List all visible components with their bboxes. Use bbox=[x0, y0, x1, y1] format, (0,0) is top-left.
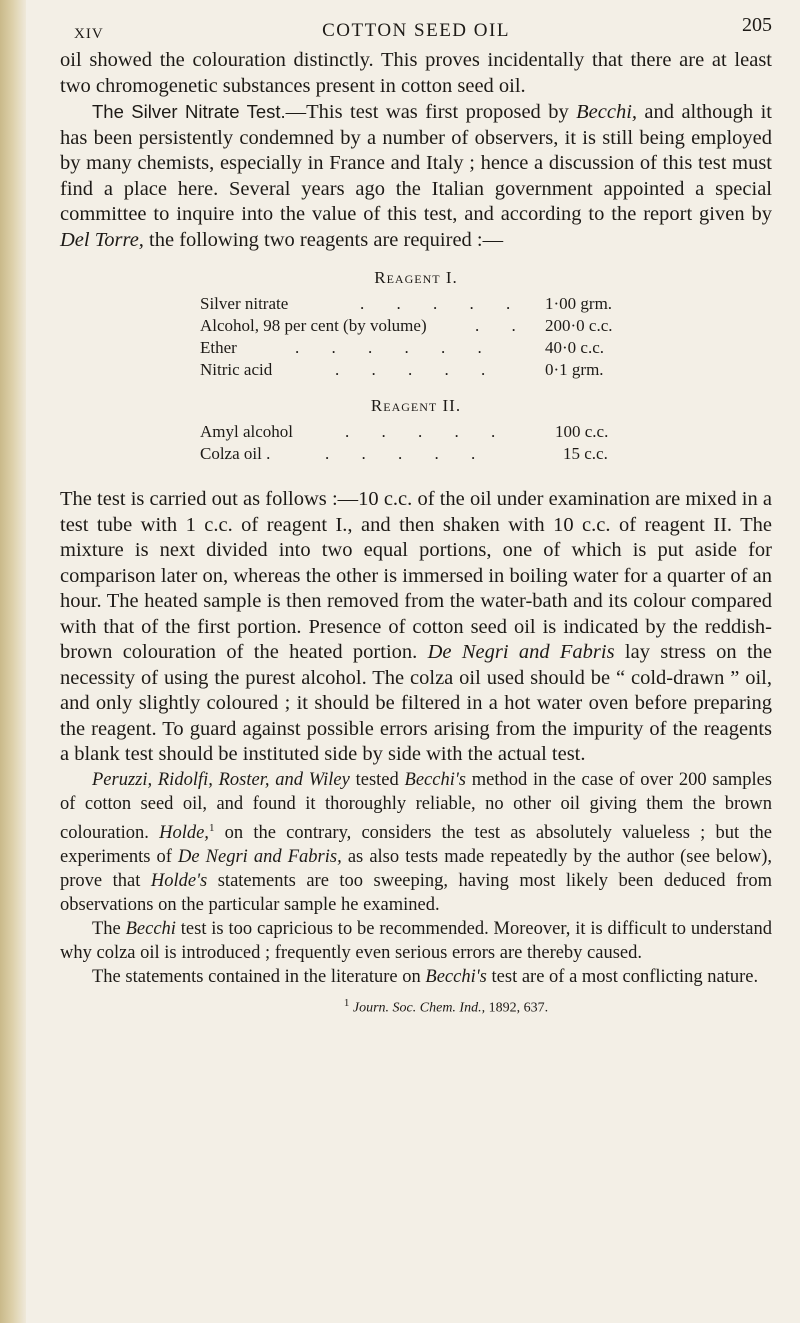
statements-paragraph: The statements contained in the literature on Becchi's test are of a most conflicting nature. bbox=[92, 966, 759, 987]
reagent-two-title: Reagent II. bbox=[370, 396, 462, 415]
reagent-one-title: Reagent I. bbox=[374, 268, 458, 287]
reagent-one-table bbox=[60, 267, 772, 381]
page-binding-edge bbox=[0, 0, 26, 1323]
reagent-row: Ether . . . . . . 40·0 c.c. bbox=[200, 338, 605, 357]
opening-paragraph: oil showed the colouration distinctly. This proves incidentally that there are at least two chromogenetic substances present in cotton seed oil. bbox=[60, 49, 772, 97]
reagent-row: Colza oil . . . . . . 15 c.c. bbox=[200, 444, 608, 463]
book-page bbox=[60, 10, 772, 1016]
footnote: $^1$ Journ. Soc. Chem. Ind., 1892, 637. bbox=[343, 996, 549, 1016]
running-head bbox=[60, 10, 772, 48]
procedure-paragraph: The test is carried out as follows :—10 c.c. of the oil under examination are mixed in a test tube with 1 c.c. of reagent I., and then shaken with 10 c.c. of reagent II. The mixture is next divided into two equal portions, one of which is put aside for comparison later on, whereas the other is immersed in boiling water for a quarter of an hour. The heated sample is then removed from the water-bath and its colour compared with that of the first portion. Presence of cotton seed oil is indicated by the reddish-brown colouration of the heated portion. De Negri and Fabris lay stress on the necessity of using the purest alcohol. The colza oil used should be “ cold-drawn ” oil, and only slightly coloured ; it should be filtered in a hot water oven before preparing the reagent. To guard against possible errors arising from the impurity of the reagents a blank test should be instituted side by side with the actual test. bbox=[60, 488, 773, 765]
footnote-reference[interactable]: 1 bbox=[208, 821, 215, 834]
section-heading: The Silver Nitrate Test. bbox=[92, 101, 286, 122]
reagent-row: Alcohol, 98 per cent (by volume) . . 200·0 c.c. bbox=[200, 316, 613, 335]
running-title: COTTON SEED OIL bbox=[322, 20, 510, 41]
reagent-row: Amyl alcohol . . . . . 100 c.c. bbox=[200, 422, 609, 441]
chapter-number: XIV bbox=[74, 26, 104, 42]
discussion-block bbox=[60, 768, 772, 989]
reagent-row: Nitric acid . . . . . 0·1 grm. bbox=[200, 360, 604, 379]
reagent-row: Silver nitrate . . . . . 1·00 grm. bbox=[200, 294, 613, 313]
peruzzi-paragraph: Peruzzi, Ridolfi, Roster, and Wiley tested Becchi's method in the case of over 200 samples of cotton seed oil, and found it thoroughly reliable, no other oil giving them the brown colouration. Holde,$^1$ on the contrary, considers the test as absolutely valueless ; but the experiments of De Negri and Fabris, as also tests made repeatedly by the author (see below), prove that Holde's statements are too sweeping, having most likely been deduced from observations on the particular sample he examined. bbox=[60, 769, 773, 915]
reagent-two-table bbox=[60, 395, 772, 465]
page-number: 205 bbox=[742, 14, 772, 36]
silver-nitrate-paragraph: The Silver Nitrate Test.—This test was first proposed by Becchi, and although it has been persistently condemned by a number of observers, it is still being employed by many chemists, especially in France and Italy ; hence a discussion of this test must find a place here. Several years ago the Italian government appointed a special committee to inquire into the value of this test, and according to the report given by Del Torre, the following two reagents are required :— bbox=[60, 101, 772, 251]
becchi-paragraph: The Becchi test is too capricious to be recommended. Moreover, it is difficult to understand why colza oil is introduced ; frequently even serious errors are thereby caused. bbox=[60, 918, 772, 963]
